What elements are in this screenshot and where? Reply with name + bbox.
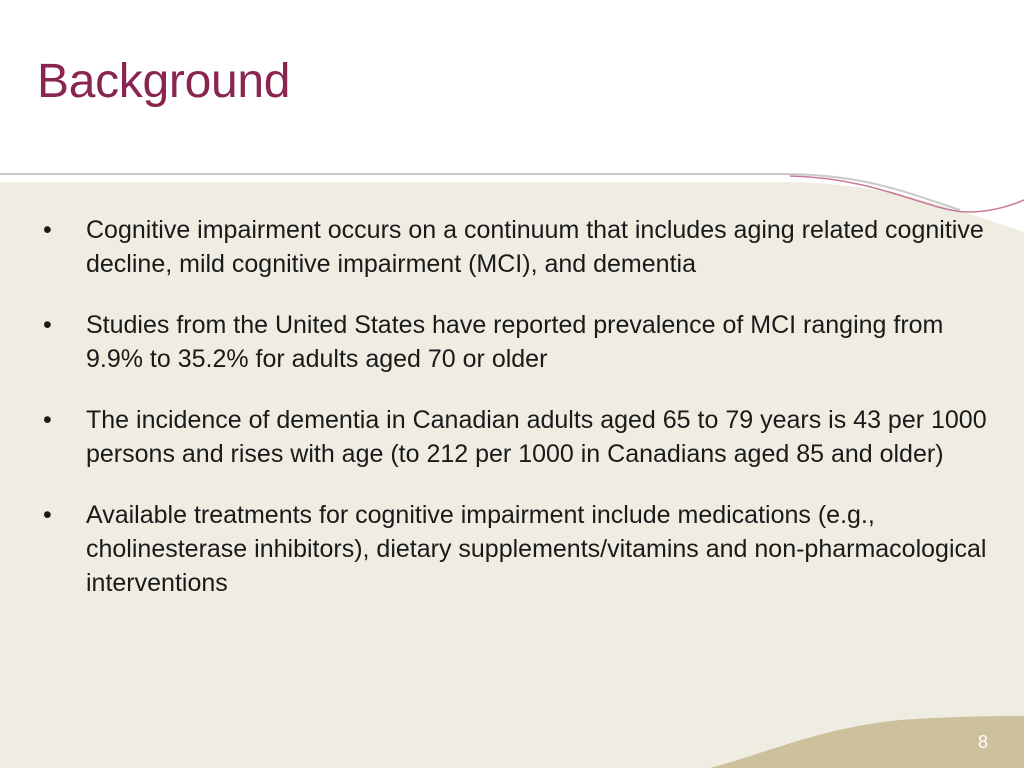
page-number: 8 xyxy=(977,732,988,752)
bullet-marker-icon: • xyxy=(43,406,52,434)
bullet-item xyxy=(0,308,1000,376)
bullet-item xyxy=(0,213,1000,281)
bullet-list xyxy=(0,213,1000,627)
bullet-marker-icon: • xyxy=(43,311,52,339)
bullet-item xyxy=(0,403,1000,471)
bullet-marker-icon: • xyxy=(43,216,52,244)
bullet-marker-icon: • xyxy=(43,501,52,529)
bullet-text: Available treatments for cognitive impairment include medications (e.g., cholinesterase inhibitors), dietary supplements/vitamins and non-pharmacological interventions xyxy=(86,501,987,597)
bullet-text: Studies from the United States have reported prevalence of MCI ranging from 9.9% to 35.2% for adults aged 70 or older xyxy=(86,311,944,373)
bullet-text: The incidence of dementia in Canadian adults aged 65 to 79 years is 43 per 1000 persons and rises with age (to 212 per 1000 in Canadians aged 85 and older) xyxy=(86,406,987,468)
slide-title: Background xyxy=(37,55,291,108)
bullet-item xyxy=(0,498,1000,600)
bullet-text: Cognitive impairment occurs on a continuum that includes aging related cognitive decline, mild cognitive impairment (MCI), and dementia xyxy=(86,216,984,278)
